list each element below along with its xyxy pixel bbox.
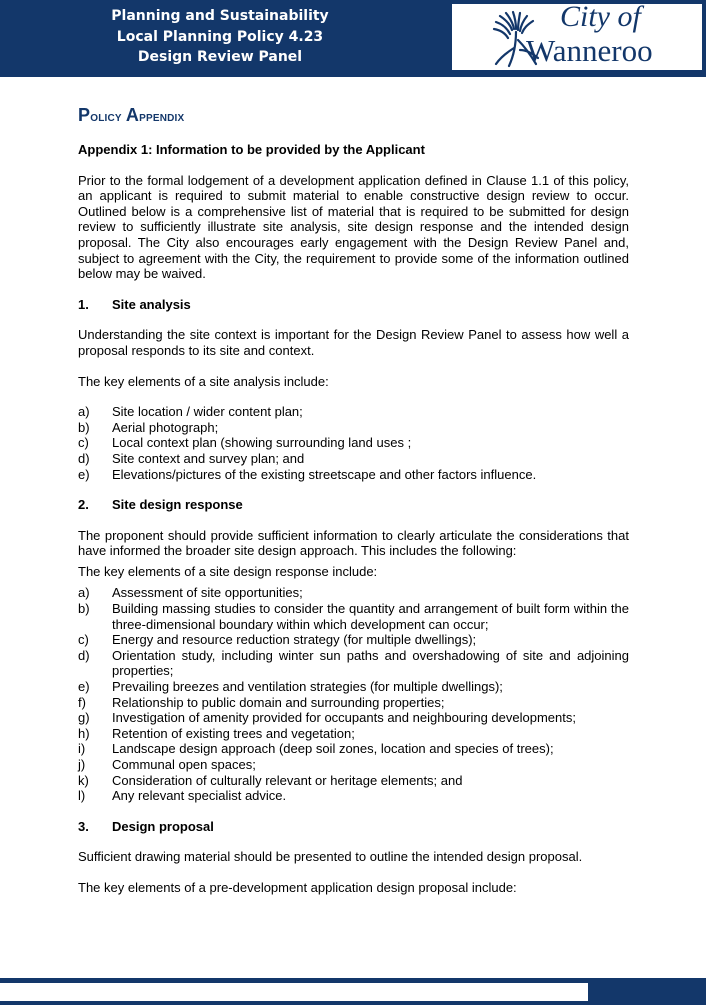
footer-stripe xyxy=(0,983,588,1001)
list-item: f) Relationship to public domain and surrounding properties; xyxy=(78,694,445,710)
header-title-line-3: Design Review Panel xyxy=(137,49,303,65)
section-paragraph: The key elements of a site analysis include: xyxy=(78,373,329,389)
list-item: l) Any relevant specialist advice. xyxy=(78,788,287,804)
list-item: c) Energy and resource reduction strategy (for multiple dwellings); xyxy=(78,632,477,648)
policy-appendix-heading: Policy Appendix xyxy=(78,105,185,125)
list-item: a) Assessment of site opportunities; xyxy=(78,585,303,601)
site-analysis-list xyxy=(78,404,629,482)
list-item: e) Elevations/pictures of the existing streetscape and other factors influence. xyxy=(78,466,537,482)
section-paragraph: The proponent should provide sufficient information to clearly articulate the considerations that have informed the broader site design approach. This includes the following: xyxy=(78,527,629,559)
list-item: a) Site location / wider content plan; xyxy=(78,404,303,420)
section-heading-site-analysis: 1. Site analysis xyxy=(78,296,191,312)
list-item: h) Retention of existing trees and vegetation; xyxy=(78,725,355,741)
list-item: b) Building massing studies to consider the quantity and arrangement of built form within the three-dimensional boundary within which development can occur; xyxy=(78,601,629,632)
logo-city-text: City of xyxy=(560,0,641,33)
intro-paragraph: Prior to the formal lodgement of a development application defined in Clause 1.1 of this policy, an applicant is required to submit material to enable constructive design review to occur. Outlined below is a comprehensive list of material that is required to be submitted for design review to sufficiently illustrate site analysis, site design response and the intended design proposal. The City also encourages early engagement with the Design Review Panel and, subject to agreement with the City, the requirement to provide some of the information outlined below may be waived. xyxy=(78,172,629,282)
list-item: g) Investigation of amenity provided for occupants and neighbouring developments; xyxy=(78,710,576,726)
site-design-response-list xyxy=(78,585,629,803)
list-item: i) Landscape design approach (deep soil zones, location and species of trees); xyxy=(78,741,554,757)
list-item: d) Orientation study, including winter sun paths and overshadowing of site and adjoining properties; xyxy=(78,647,629,679)
logo-name-text: Wanneroo xyxy=(526,33,653,68)
page-header xyxy=(0,0,706,77)
list-item: k) Consideration of culturally relevant or heritage elements; and xyxy=(78,772,463,788)
header-title xyxy=(0,6,440,68)
city-logo xyxy=(452,0,702,70)
section-heading-site-design-response: 2. Site design response xyxy=(78,497,243,513)
list-item: d) Site context and survey plan; and xyxy=(78,450,305,466)
appendix-title: Appendix 1: Information to be provided by the Applicant xyxy=(78,142,425,157)
header-title-line-1: Planning and Sustainability xyxy=(111,8,329,24)
document-body xyxy=(78,104,629,896)
section-heading-design-proposal: 3. Design proposal xyxy=(78,818,214,834)
list-item: b) Aerial photograph; xyxy=(78,419,219,435)
section-paragraph: Understanding the site context is important for the Design Review Panel to assess how well a proposal responds to its site and context. xyxy=(78,327,629,358)
list-item: j) Communal open spaces; xyxy=(78,757,256,772)
section-paragraph: The key elements of a pre-development application design proposal include: xyxy=(78,879,517,895)
list-item: e) Prevailing breezes and ventilation strategies (for multiple dwellings); xyxy=(78,679,503,695)
list-item: c) Local context plan (showing surrounding land uses ; xyxy=(78,435,412,451)
section-paragraph: The key elements of a site design response include: xyxy=(78,563,378,579)
section-paragraph: Sufficient drawing material should be presented to outline the intended design proposal. xyxy=(78,849,583,865)
header-title-line-2: Local Planning Policy 4.23 xyxy=(116,28,324,45)
